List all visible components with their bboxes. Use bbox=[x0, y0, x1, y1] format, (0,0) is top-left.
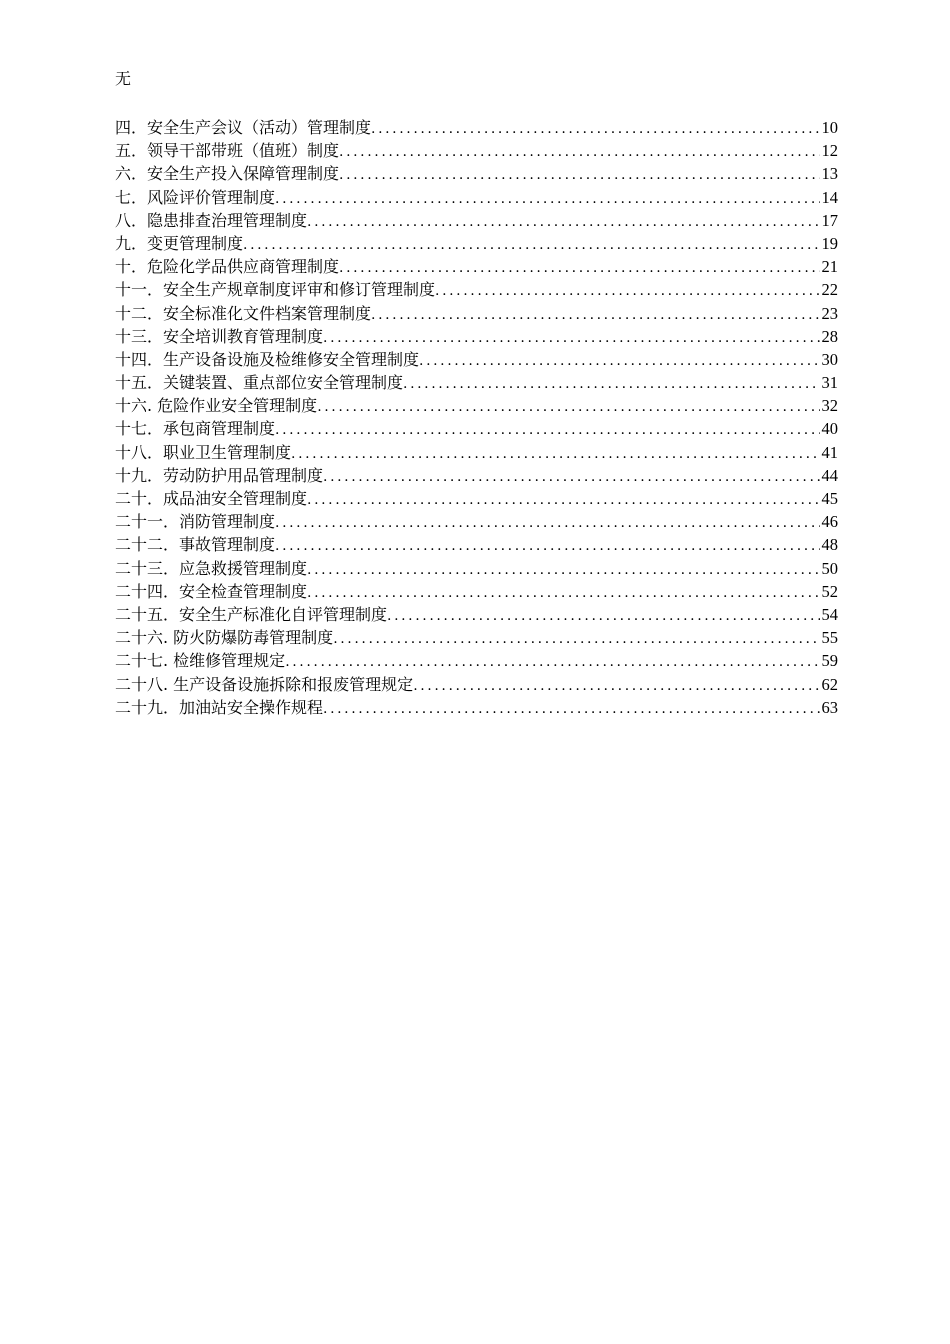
toc-entry-title: 五．领导干部带班（值班）制度 bbox=[115, 141, 340, 161]
toc-entry-title: 二十．成品油安全管理制度 bbox=[115, 489, 308, 508]
toc-dot-leader bbox=[317, 396, 819, 417]
toc-dot-leader bbox=[339, 141, 819, 162]
toc-entry[interactable] bbox=[115, 325, 838, 348]
toc-entry[interactable] bbox=[115, 580, 838, 603]
toc-entry[interactable] bbox=[115, 626, 838, 649]
toc-page-number: 41 bbox=[821, 442, 838, 462]
toc-entry-title: 二十二．事故管理制度 bbox=[115, 535, 276, 555]
toc-page-number: 13 bbox=[821, 164, 838, 184]
toc-entry[interactable] bbox=[115, 116, 838, 139]
toc-entry[interactable] bbox=[115, 348, 838, 371]
toc-dot-leader bbox=[323, 466, 819, 487]
toc-entry-title: 二十七. 检维修管理规定 bbox=[115, 651, 286, 671]
toc-dot-leader bbox=[323, 327, 819, 348]
toc-dot-leader bbox=[339, 257, 819, 278]
toc-dot-leader bbox=[339, 164, 819, 185]
toc-entry-title: 二十六. 防火防爆防毒管理制度 bbox=[115, 628, 334, 648]
toc-page-number: 32 bbox=[821, 396, 838, 416]
toc-dot-leader bbox=[333, 628, 819, 649]
toc-dot-leader bbox=[387, 605, 819, 626]
toc-page-number: 46 bbox=[821, 512, 838, 532]
toc-entry[interactable] bbox=[115, 417, 838, 440]
toc-page-number: 21 bbox=[821, 257, 838, 277]
toc-entry-title: 二十五．安全生产标准化自评管理制度 bbox=[115, 604, 388, 624]
toc-dot-leader bbox=[285, 651, 819, 672]
table-of-contents bbox=[115, 116, 838, 719]
toc-page-number: 55 bbox=[821, 628, 838, 648]
toc-entry[interactable] bbox=[115, 603, 838, 626]
toc-entry[interactable] bbox=[115, 673, 838, 696]
toc-page-number: 10 bbox=[821, 118, 838, 137]
toc-entry-title: 十八．职业卫生管理制度 bbox=[115, 442, 292, 462]
toc-entry[interactable] bbox=[115, 278, 838, 301]
toc-dot-leader bbox=[371, 304, 819, 325]
toc-page-number: 50 bbox=[821, 558, 838, 578]
toc-entry[interactable] bbox=[115, 464, 838, 487]
toc-dot-leader bbox=[291, 443, 819, 464]
toc-page-number: 17 bbox=[821, 210, 838, 230]
toc-entry[interactable] bbox=[115, 510, 838, 533]
toc-entry[interactable] bbox=[115, 255, 838, 278]
toc-page-number: 19 bbox=[821, 233, 838, 253]
toc-dot-leader bbox=[275, 512, 819, 533]
toc-entry[interactable] bbox=[115, 139, 838, 162]
toc-entry-title: 十五．关键装置、重点部位安全管理制度 bbox=[115, 373, 404, 393]
toc-dot-leader bbox=[307, 489, 819, 510]
toc-page-number: 28 bbox=[821, 326, 838, 346]
toc-entry-title: 二十八. 生产设备设施拆除和报废管理规定 bbox=[115, 674, 414, 694]
toc-entry-title: 六．安全生产投入保障管理制度 bbox=[115, 164, 340, 184]
toc-dot-leader bbox=[413, 675, 819, 696]
toc-entry-title: 二十一．消防管理制度 bbox=[115, 512, 276, 532]
toc-dot-leader bbox=[323, 698, 819, 719]
toc-entry-title: 九．变更管理制度 bbox=[115, 233, 244, 253]
toc-entry[interactable] bbox=[115, 371, 838, 394]
toc-entry-title: 十六. 危险作业安全管理制度 bbox=[115, 396, 318, 416]
toc-entry[interactable] bbox=[115, 649, 838, 672]
toc-entry-title: 十二．安全标准化文件档案管理制度 bbox=[115, 303, 372, 323]
toc-dot-leader bbox=[243, 234, 819, 255]
toc-dot-leader bbox=[371, 118, 819, 139]
toc-page-number: 14 bbox=[821, 187, 838, 207]
toc-dot-leader bbox=[307, 559, 819, 580]
toc-entry[interactable] bbox=[115, 302, 838, 325]
toc-page-number: 52 bbox=[821, 581, 838, 601]
toc-entry[interactable] bbox=[115, 557, 838, 580]
toc-entry-title: 二十四．安全检查管理制度 bbox=[115, 581, 308, 601]
toc-entry-title: 七．风险评价管理制度 bbox=[115, 187, 276, 207]
toc-page-number: 59 bbox=[821, 651, 838, 671]
toc-entry[interactable] bbox=[115, 394, 838, 417]
toc-page-number: 63 bbox=[821, 697, 838, 717]
toc-page-number: 22 bbox=[821, 280, 838, 300]
toc-dot-leader bbox=[419, 350, 819, 371]
toc-entry[interactable] bbox=[115, 441, 838, 464]
toc-entry-title: 十一．安全生产规章制度评审和修订管理制度 bbox=[115, 280, 436, 300]
toc-page-number: 23 bbox=[821, 303, 838, 323]
toc-page-number: 48 bbox=[821, 535, 838, 555]
toc-entry[interactable] bbox=[115, 487, 838, 510]
toc-entry[interactable] bbox=[115, 232, 838, 255]
toc-page-number: 12 bbox=[821, 141, 838, 161]
toc-entry[interactable] bbox=[115, 696, 838, 719]
toc-entry-title: 十四．生产设备设施及检维修安全管理制度 bbox=[115, 349, 420, 369]
toc-entry-title: 八．隐患排查治理管理制度 bbox=[115, 210, 308, 230]
toc-entry-title: 十九．劳动防护用品管理制度 bbox=[115, 465, 324, 485]
toc-entry-title: 二十三．应急救援管理制度 bbox=[115, 558, 308, 578]
toc-dot-leader bbox=[435, 280, 819, 301]
toc-entry-title: 十．危险化学品供应商管理制度 bbox=[115, 257, 340, 277]
toc-entry-title: 十七．承包商管理制度 bbox=[115, 419, 276, 439]
toc-entry-title: 二十九．加油站安全操作规程 bbox=[115, 697, 324, 717]
toc-page-number: 30 bbox=[821, 349, 838, 369]
toc-page-number: 31 bbox=[821, 373, 838, 393]
toc-entry[interactable] bbox=[115, 533, 838, 556]
toc-entry[interactable] bbox=[115, 186, 838, 209]
toc-dot-leader bbox=[403, 373, 819, 394]
toc-dot-leader bbox=[307, 582, 819, 603]
toc-dot-leader bbox=[307, 211, 819, 232]
toc-page-number: 54 bbox=[821, 604, 838, 624]
toc-page-number: 44 bbox=[821, 465, 838, 485]
page-header-text: 无 bbox=[115, 69, 132, 88]
toc-entry-title: 四．安全生产会议（活动）管理制度 bbox=[115, 118, 372, 137]
toc-page-number: 62 bbox=[821, 674, 838, 694]
toc-entry[interactable] bbox=[115, 162, 838, 185]
toc-entry[interactable] bbox=[115, 209, 838, 232]
toc-entry-title: 十三．安全培训教育管理制度 bbox=[115, 326, 324, 346]
toc-dot-leader bbox=[275, 419, 819, 440]
toc-dot-leader bbox=[275, 188, 819, 209]
toc-dot-leader bbox=[275, 535, 819, 556]
toc-page-number: 40 bbox=[821, 419, 838, 439]
toc-page-number: 45 bbox=[821, 489, 838, 508]
